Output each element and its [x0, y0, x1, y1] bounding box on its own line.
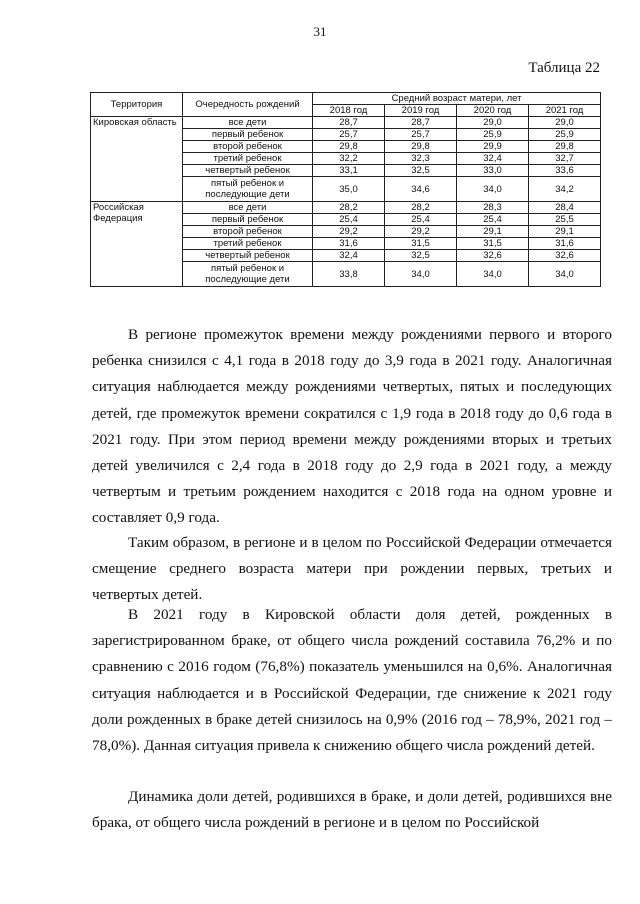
value-cell: 29,1	[529, 226, 601, 238]
value-cell: 29,2	[385, 226, 457, 238]
value-cell: 34,0	[457, 262, 529, 287]
birth-age-table	[90, 92, 601, 287]
page-number: 31	[313, 24, 327, 39]
value-cell: 29,8	[385, 141, 457, 153]
header-year: 2018 год	[313, 105, 385, 117]
value-cell: 25,9	[457, 129, 529, 141]
value-cell: 34,0	[457, 177, 529, 202]
header-order: Очередность рождений	[183, 93, 313, 117]
value-cell: 25,4	[385, 214, 457, 226]
order-cell: пятый ребенок и последующие дети	[183, 177, 313, 202]
value-cell: 29,9	[457, 141, 529, 153]
value-cell: 29,1	[457, 226, 529, 238]
value-cell: 28,4	[529, 202, 601, 214]
value-cell: 31,6	[529, 238, 601, 250]
value-cell: 33,8	[313, 262, 385, 287]
value-cell: 29,0	[457, 117, 529, 129]
order-cell: первый ребенок	[183, 129, 313, 141]
body-paragraph	[92, 530, 612, 609]
value-cell: 33,0	[457, 165, 529, 177]
value-cell: 32,6	[529, 250, 601, 262]
header-territory: Территория	[91, 93, 183, 117]
value-cell: 33,6	[529, 165, 601, 177]
order-cell: второй ребенок	[183, 141, 313, 153]
territory-cell: Российская Федерация	[91, 202, 183, 287]
value-cell: 32,5	[385, 250, 457, 262]
value-cell: 29,8	[313, 141, 385, 153]
value-cell: 28,2	[313, 202, 385, 214]
order-cell: четвертый ребенок	[183, 165, 313, 177]
order-cell: все дети	[183, 202, 313, 214]
value-cell: 25,9	[529, 129, 601, 141]
table-row	[91, 202, 601, 214]
order-cell: четвертый ребенок	[183, 250, 313, 262]
paragraph-text: В 2021 году в Кировской области доля детей, рожденных в зарегистрированном браке, от общего числа рождений составила 76,2% и по сравнению с 2016 годом (76,8%) показатель уменьшился на 0,6%. Аналогичная ситуация наблюдается и в Российской Федерации, где снижение к 2021 году доли рожденных в браке детей снизилось на 0,9% (2016 год – 78,9%, 2021 год – 78,0%). Данная ситуация привела к снижению общего числа рождений детей.	[92, 606, 612, 755]
value-cell: 32,5	[385, 165, 457, 177]
value-cell: 28,7	[385, 117, 457, 129]
value-cell: 32,4	[313, 250, 385, 262]
value-cell: 25,5	[529, 214, 601, 226]
value-cell: 25,4	[457, 214, 529, 226]
value-cell: 35,0	[313, 177, 385, 202]
header-year: 2021 год	[529, 105, 601, 117]
value-cell: 29,0	[529, 117, 601, 129]
value-cell: 31,5	[457, 238, 529, 250]
value-cell: 29,2	[313, 226, 385, 238]
order-cell: первый ребенок	[183, 214, 313, 226]
value-cell: 31,5	[385, 238, 457, 250]
territory-cell: Кировская область	[91, 117, 183, 202]
table-row	[91, 117, 601, 129]
value-cell: 25,7	[313, 129, 385, 141]
value-cell: 32,2	[313, 153, 385, 165]
value-cell: 28,3	[457, 202, 529, 214]
value-cell: 28,7	[313, 117, 385, 129]
value-cell: 31,6	[313, 238, 385, 250]
value-cell: 32,6	[457, 250, 529, 262]
paragraph-text: Динамика доли детей, родившихся в браке, и доли детей, родившихся вне брака, от общего числа рождений в регионе и в целом по Российской	[92, 788, 612, 832]
value-cell: 34,0	[385, 262, 457, 287]
value-cell: 34,0	[529, 262, 601, 287]
body-paragraph	[92, 784, 612, 836]
body-paragraph	[92, 602, 612, 759]
body-paragraph	[92, 322, 612, 532]
value-cell: 33,1	[313, 165, 385, 177]
header-year: 2020 год	[457, 105, 529, 117]
value-cell: 34,6	[385, 177, 457, 202]
value-cell: 32,7	[529, 153, 601, 165]
value-cell: 32,4	[457, 153, 529, 165]
value-cell: 25,7	[385, 129, 457, 141]
paragraph-text: Таким образом, в регионе и в целом по Российской Федерации отмечается смещение среднего возраста матери при рождении первых, третьих и четвертых детей.	[92, 534, 612, 604]
value-cell: 29,8	[529, 141, 601, 153]
header-avg-age: Средний возраст матери, лет	[313, 93, 601, 105]
value-cell: 32,3	[385, 153, 457, 165]
header-year: 2019 год	[385, 105, 457, 117]
order-cell: пятый ребенок и последующие дети	[183, 262, 313, 287]
order-cell: все дети	[183, 117, 313, 129]
value-cell: 28,2	[385, 202, 457, 214]
value-cell: 25,4	[313, 214, 385, 226]
table-caption: Таблица 22	[528, 60, 600, 76]
order-cell: третий ребенок	[183, 238, 313, 250]
order-cell: второй ребенок	[183, 226, 313, 238]
value-cell: 34,2	[529, 177, 601, 202]
order-cell: третий ребенок	[183, 153, 313, 165]
paragraph-text: В регионе промежуток времени между рождениями первого и второго ребенка снизился с 4,1 года в 2018 году до 3,9 года в 2021 году. Аналогичная ситуация наблюдается между рождениями четвертых, пятых и последующих детей, где промежуток времени сократился с 1,9 года в 2018 году до 0,6 года в 2021 году. При этом период времени между рождениями вторых и третьих детей увеличился с 2,4 года в 2018 году до 2,9 года в 2021 году, а между четвертым и третьим рождением находится с 2018 года на одном уровне и составляет 0,9 года.	[92, 326, 612, 527]
